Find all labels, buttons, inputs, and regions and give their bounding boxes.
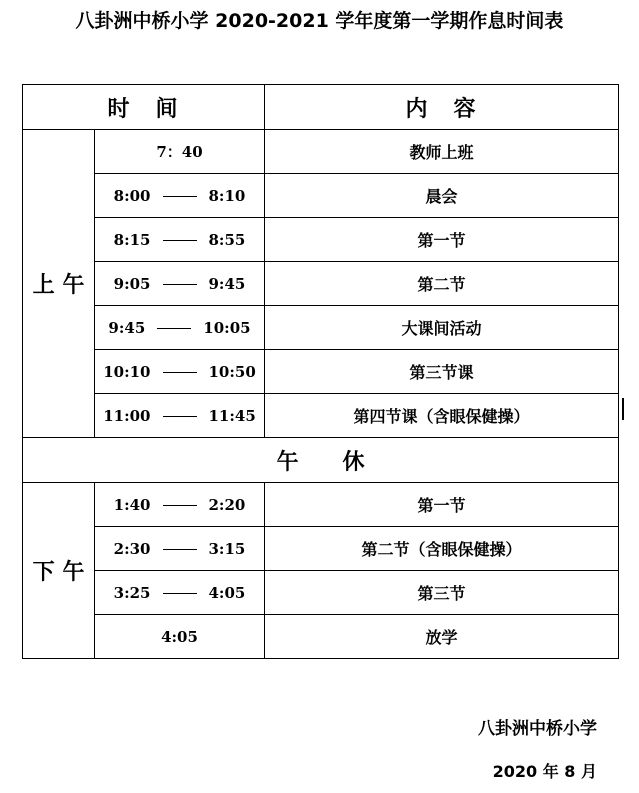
footer-school-name: 八卦洲中桥小学 <box>478 719 597 739</box>
time-dash <box>163 549 197 550</box>
time-dash <box>163 416 197 417</box>
table-row <box>23 350 619 394</box>
time-cell <box>95 306 265 350</box>
time-start: 3:25 <box>113 583 151 602</box>
edge-mark <box>622 398 624 420</box>
time-dash <box>163 240 197 241</box>
table-row <box>23 174 619 218</box>
table-row <box>23 306 619 350</box>
time-cell <box>95 174 265 218</box>
time-end: 4:05 <box>208 583 246 602</box>
table-header-row <box>23 85 619 130</box>
time-end: 8:55 <box>208 230 246 249</box>
time-dash <box>163 372 197 373</box>
activity-cell: 晨会 <box>265 174 619 218</box>
time-cell <box>95 262 265 306</box>
time-dash <box>163 593 197 594</box>
time-dash <box>163 284 197 285</box>
table-row <box>23 218 619 262</box>
period-afternoon: 下 午 <box>23 483 95 659</box>
time-end: 3:15 <box>208 539 246 558</box>
time-cell <box>95 394 265 438</box>
table-row <box>23 527 619 571</box>
activity-cell: 第三节 <box>265 571 619 615</box>
time-cell <box>95 350 265 394</box>
time-start: 8:15 <box>113 230 151 249</box>
time-start: 9:05 <box>113 274 151 293</box>
time-cell <box>95 130 265 174</box>
activity-cell: 第三节课 <box>265 350 619 394</box>
period-morning: 上 午 <box>23 130 95 438</box>
time-start: 8:00 <box>113 186 151 205</box>
time-cell <box>95 615 265 659</box>
header-time: 时 间 <box>23 85 265 130</box>
table-row <box>23 394 619 438</box>
activity-cell: 教师上班 <box>265 130 619 174</box>
lunch-label: 午 休 <box>23 438 619 483</box>
lunch-row <box>23 438 619 483</box>
time-end: 8:10 <box>208 186 246 205</box>
time-start: 9:45 <box>108 318 146 337</box>
footer-date: 2020 年 8 月 <box>492 762 597 781</box>
time-start: 2:30 <box>113 539 151 558</box>
schedule-table <box>22 84 619 659</box>
time-start: 10:10 <box>103 362 151 381</box>
time-end: 10:50 <box>208 362 256 381</box>
table-row <box>23 262 619 306</box>
activity-cell: 大课间活动 <box>265 306 619 350</box>
time-end: 9:45 <box>208 274 246 293</box>
time-start: 1:40 <box>113 495 151 514</box>
time-dash <box>163 505 197 506</box>
activity-cell: 第二节（含眼保健操） <box>265 527 619 571</box>
time-end: 2:20 <box>208 495 246 514</box>
activity-cell: 第二节 <box>265 262 619 306</box>
time-start: 7：40 <box>156 143 203 161</box>
header-content: 内 容 <box>265 85 619 130</box>
table-row <box>23 130 619 174</box>
activity-cell: 第一节 <box>265 218 619 262</box>
table-row <box>23 483 619 527</box>
time-cell <box>95 218 265 262</box>
table-row <box>23 615 619 659</box>
time-end: 11:45 <box>208 406 256 425</box>
time-dash <box>163 196 197 197</box>
time-cell <box>95 527 265 571</box>
document-title: 八卦洲中桥小学 2020-2021 学年度第一学期作息时间表 <box>75 10 564 32</box>
activity-cell: 放学 <box>265 615 619 659</box>
time-start: 11:00 <box>103 406 151 425</box>
time-end: 10:05 <box>203 318 251 337</box>
activity-cell: 第一节 <box>265 483 619 527</box>
time-dash <box>157 328 191 329</box>
time-cell <box>95 571 265 615</box>
time-cell <box>95 483 265 527</box>
time-start: 4:05 <box>161 627 198 646</box>
table-row <box>23 571 619 615</box>
activity-cell: 第四节课（含眼保健操） <box>265 394 619 438</box>
